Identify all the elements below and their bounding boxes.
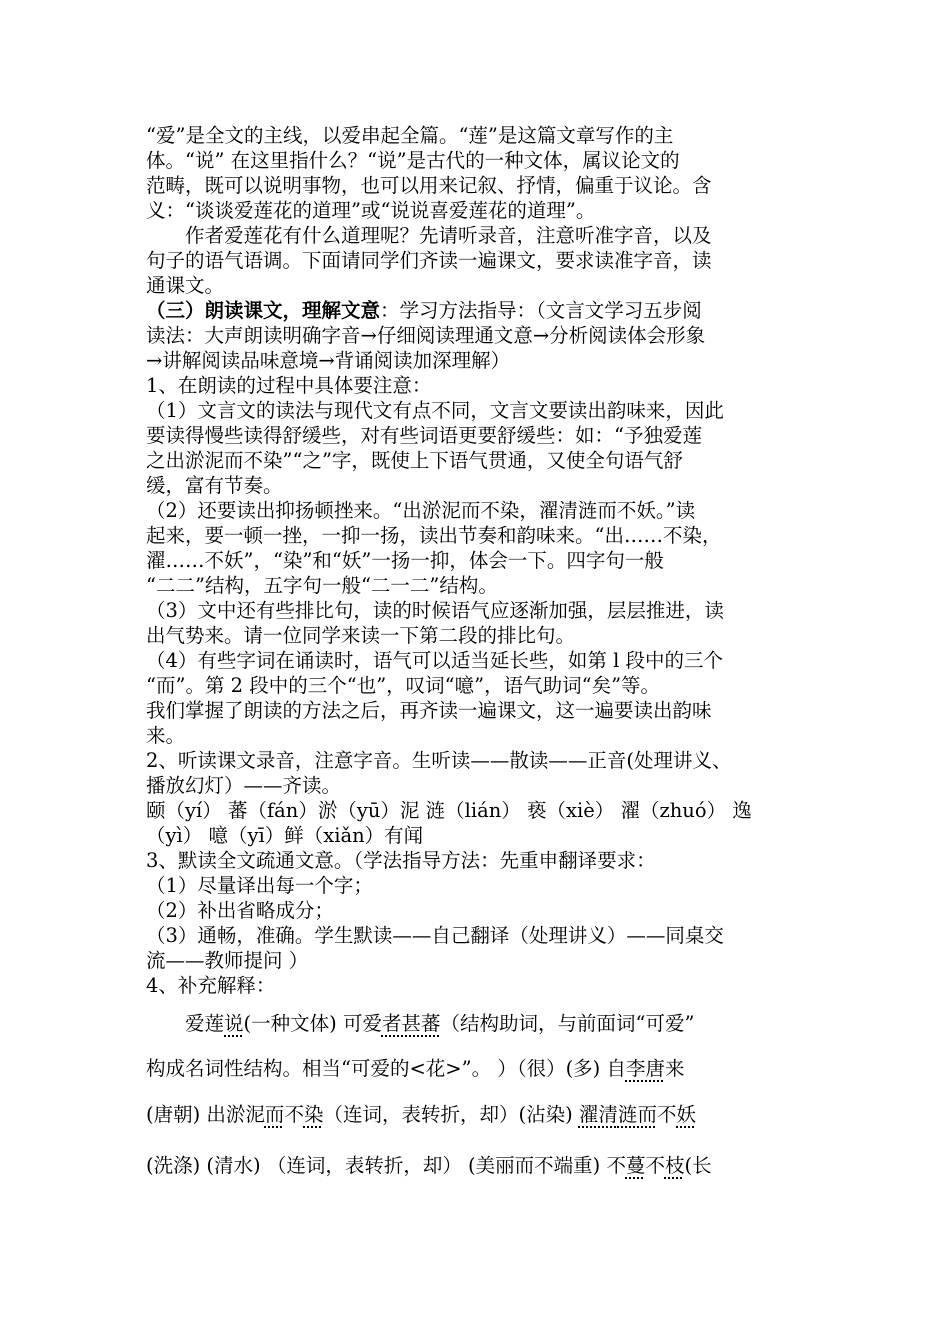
text-line: （1）尽量译出每一个字； — [146, 874, 373, 897]
dotted-char: 妖 — [676, 1103, 696, 1126]
dotted-char: 涟 — [617, 1103, 638, 1126]
dotted-char: 者 — [381, 1012, 402, 1035]
text-line: 义：“谈谈爱莲花的道理”或“说说喜爱莲花的道理”。 — [146, 199, 596, 222]
text-line: “爱”是全文的主线，以爱串起全篇。“莲”是这篇文章写作的主 — [146, 124, 674, 147]
text-line: （4）有些字词在诵读时，语气可以适当延长些，如第 l 段中的三个 — [146, 649, 724, 672]
text-line: 句子的语气语调。下面请同学们齐读一遍课文，要求读准字音，读 — [146, 249, 712, 272]
dotted-char: 枝 — [664, 1154, 685, 1177]
dotted-char: 清 — [598, 1103, 618, 1126]
text-line: 1、在朗读的过程中具体要注意： — [146, 374, 432, 397]
text-line: 4、补充解释： — [146, 974, 276, 997]
text-line: 读法：大声朗读明确字音→仔细阅读理通文意→分析阅读体会形象 — [146, 324, 706, 347]
pinyin-line: 颐（yí） 蕃（fán）淤（yū）泥 涟（lián） 亵（xiè） 濯（zhuó） 逸 — [146, 799, 752, 822]
pinyin-line: （yì） 噫（yī）鲜（xiǎn）有闻 — [146, 824, 424, 847]
text-line: 缓，富有节奏。 — [146, 474, 283, 497]
section-heading-line — [146, 299, 702, 323]
dotted-char: 濯 — [578, 1103, 599, 1126]
text-line: 体。“说” 在这里指什么？“说”是古代的一种文体，属议论文的 — [146, 149, 680, 172]
text-line: （2）还要读出抑扬顿挫来。“出淤泥而不染，濯清涟而不妖。”读 — [146, 499, 696, 522]
text-line: （2）补出省略成分； — [146, 899, 334, 922]
dotted-char: 而 — [264, 1103, 285, 1126]
annotation-line: 爱莲说(一种文体) 可爱者甚蕃（结构助词，与前面词“可爱” — [185, 1012, 695, 1035]
text-line: “而”。第 2 段中的三个“也”，叹词“噫”，语气助词“矣”等。 — [146, 674, 661, 697]
dotted-char: 而 — [637, 1103, 657, 1126]
dotted-char: 李唐 — [625, 1057, 665, 1080]
text-line: 3、默读全文疏通文意。（学法指导方法：先重申翻译要求： — [146, 849, 656, 872]
text-line: 起来，要一顿一挫，一抑一扬，读出节奏和韵味来。“出……不染， — [146, 524, 722, 547]
text-line: 之出淤泥而不染”“之”字，既使上下语气贯通，又使全句语气舒 — [146, 449, 683, 472]
text-line: 作者爱莲花有什么道理呢？先请听录音，注意听准字音，以及 — [146, 224, 712, 247]
annotation-line: 构成名词性结构。相当“可爱的<花>”。 ）（很）(多) 自李唐来 — [146, 1057, 685, 1080]
text-line: （3）通畅，准确。学生默读——自己翻译（处理讲义）——同桌交 — [146, 924, 724, 947]
text-line: （1）文言文的读法与现代文有点不同，文言文要读出韵味来，因此 — [146, 399, 724, 422]
text-line: 要读得慢些读得舒缓些，对有些词语更要舒缓些：如：“予独爱莲 — [146, 424, 702, 447]
dotted-char: 染 — [303, 1103, 324, 1126]
text-line: 我们掌握了朗读的方法之后，再齐读一遍课文，这一遍要读出韵味 — [146, 699, 712, 722]
annotation-line: (洗涤) (清水) （连词，表转折，却） (美丽而不端重) 不蔓不枝(长 — [146, 1154, 712, 1177]
text-line: 流——教师提问 ） — [146, 949, 309, 972]
text-line: →讲解阅读品味意境→背诵阅读加深理解） — [146, 349, 511, 372]
dotted-char: 说 — [224, 1012, 244, 1035]
text-line: “二二”结构，五字句一般“二一二”结构。 — [146, 574, 498, 597]
annotation-line: (唐朝) 出淤泥而不染（连词，表转折，却）(沾染) 濯清涟而不妖 — [146, 1103, 696, 1126]
text-line: 范畴，既可以说明事物，也可以用来记叙、抒情，偏重于议论。含 — [146, 174, 712, 197]
dotted-char: 甚 — [401, 1012, 421, 1035]
text-line: 通课文。 — [146, 274, 225, 297]
text-line: 2、听读课文录音，注意字音。生听读——散读——正音(处理讲义、 — [146, 749, 732, 772]
text-line: 濯……不妖”，“染”和“妖”一扬一抑，体会一下。四字句一般 — [146, 549, 664, 572]
dotted-char: 蕃 — [421, 1012, 441, 1035]
text-line: （3）文中还有些排比句，读的时候语气应逐渐加强，层层推进，读 — [146, 599, 724, 622]
text-line: 播放幻灯）——齐读。 — [146, 774, 342, 797]
dotted-char: 蔓 — [625, 1154, 646, 1177]
section-heading: （三）朗读课文，理解文意 — [146, 299, 381, 322]
section-heading-rest: ：学习方法指导：（文言文学习五步阅 — [380, 299, 702, 322]
text-line: 出气势来。请一位同学来读一下第二段的排比句。 — [146, 624, 576, 647]
text-line: 来。 — [146, 724, 186, 747]
